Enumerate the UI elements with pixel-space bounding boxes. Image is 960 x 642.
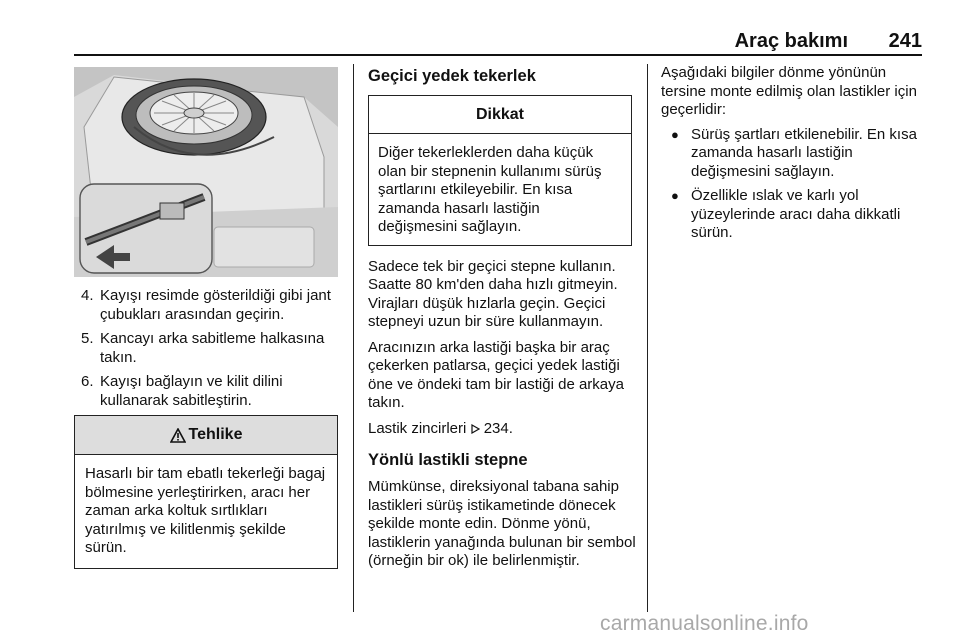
paragraph: Mümkünse, direksiyonal tabana sahip lastikleri sürüş istikametinde dönecek şekilde monte edin. Dönme yönü, lastiklerin yanağında bulunan bir sembol (örneğin bir ok) ile belirlenmiştir. — [368, 478, 636, 569]
watermark: carmanualsonline.info — [600, 612, 809, 635]
chains-ref-text: Lastik zincirleri — [368, 419, 467, 437]
danger-header — [75, 416, 337, 455]
spare-wheel-illustration — [74, 67, 338, 277]
chains-ref-page: 234. — [483, 419, 513, 437]
caution-title: Dikkat — [369, 96, 631, 134]
step-text: Kayışı bağlayın ve kilit dilini kullanarak sabitleştirin. — [100, 373, 283, 409]
right-column — [661, 64, 929, 249]
danger-box — [74, 415, 338, 569]
page-number: 241 — [888, 30, 922, 52]
column-divider — [353, 64, 354, 612]
bullet-text: Sürüş şartları etkilenebilir. En kısa zamanda hasarlı lastiğin değişmesini sağlayın. — [691, 125, 917, 180]
section-heading: Geçici yedek tekerlek — [368, 67, 536, 85]
bullet-icon: ● — [671, 188, 679, 203]
paragraph: Aracınızın arka lastiği başka bir araç çekerken patlarsa, geçici yedek lastiği öne ve öndeki tam bir lastiği de arkaya takın. — [368, 338, 624, 411]
caution-text: Diğer tekerleklerden daha küçük olan bir stepnenin kullanımı sürüş şartlarını etkileyebilir. En kısa zamanda hasarlı lastiğin değişmesini sağlayın. — [378, 144, 602, 235]
step-number: 5. — [81, 330, 94, 347]
bullet-text: Özellikle ıslak ve karlı yol yüzeylerinde aracı daha dikkatli sürün. — [691, 187, 901, 241]
caution-box — [368, 95, 632, 246]
bullet-icon: ● — [671, 126, 679, 142]
subsection-heading: Yönlü lastikli stepne — [368, 451, 528, 469]
chains-reference — [368, 420, 636, 439]
paragraph: Sadece tek bir geçici stepne kullanın. Saatte 80 km'den daha hızlı gitmeyin. Virajları düşük hızlarla geçin. Geçici stepneyi uzun bir süre kullanmayın. — [368, 257, 618, 330]
bullet-list — [661, 126, 929, 243]
step-text: Kayışı resimde gösterildiği gibi jant çubukları arasından geçirin. — [100, 287, 331, 323]
procedure-steps — [81, 287, 343, 416]
page-header-title: Araç bakımı — [734, 30, 848, 52]
list-item — [661, 187, 929, 243]
step-number: 6. — [81, 373, 94, 390]
list-item — [661, 126, 929, 182]
step-item — [81, 373, 343, 410]
danger-title: Tehlike — [188, 426, 243, 443]
spare-tire — [122, 79, 266, 155]
column-divider — [647, 64, 648, 612]
warning-triangle-icon — [170, 428, 186, 443]
intro-text: Aşağıdaki bilgiler dönme yönünün tersine monte edilmiş olan lastikler için geçerlidir: — [661, 64, 917, 118]
step-item — [81, 330, 343, 367]
middle-column — [368, 64, 636, 578]
step-item — [81, 287, 343, 324]
page-reference-arrow-icon — [471, 424, 480, 434]
strap-detail-inset — [80, 184, 212, 273]
danger-text: Hasarlı bir tam ebatlı tekerleği bagaj bölmesine yerleştirirken, aracı her zaman arka koltuk sırtlıkları yatırılmış ve kilitlenmiş şekilde sürün. — [85, 465, 326, 556]
header-rule — [74, 54, 922, 56]
step-number: 4. — [81, 287, 94, 304]
step-text: Kancayı arka sabitleme halkasına takın. — [100, 330, 325, 366]
